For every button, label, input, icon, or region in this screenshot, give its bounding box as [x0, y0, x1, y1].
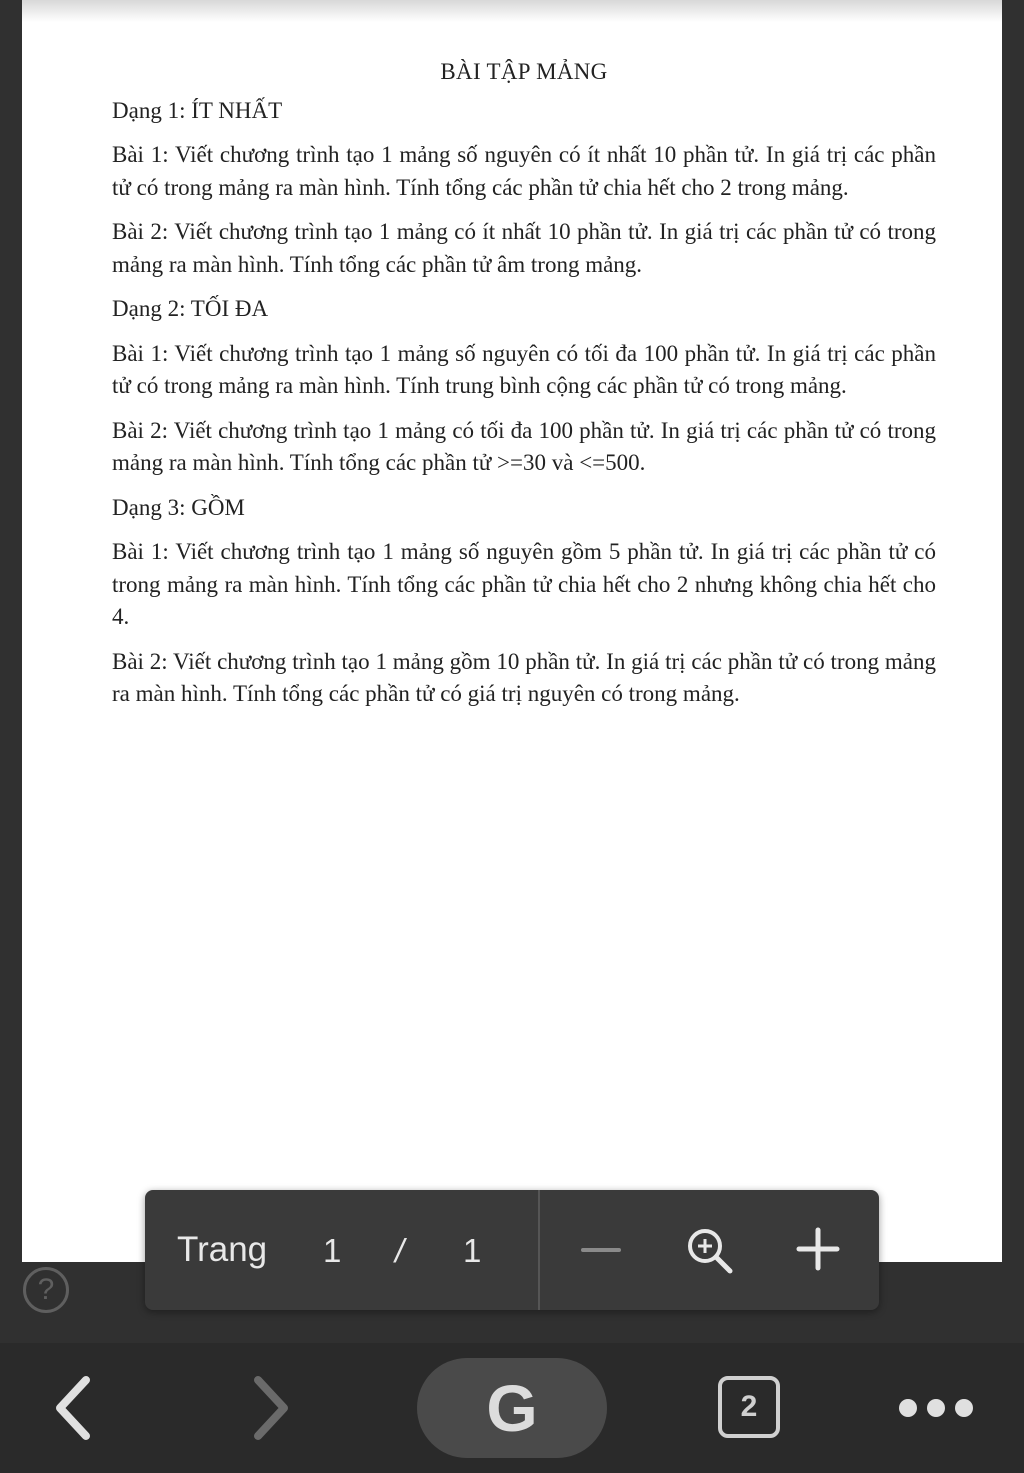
- page-label: Trang: [177, 1230, 268, 1269]
- google-g-icon: G: [486, 1371, 538, 1445]
- section-heading: Dạng 1: ÍT NHẤT: [112, 97, 283, 123]
- zoom-magnifier-icon[interactable]: [685, 1226, 735, 1276]
- chevron-left-icon[interactable]: [50, 1374, 94, 1442]
- chevron-right-icon[interactable]: [250, 1374, 294, 1442]
- exercise-text: Bài 2: Viết chương trình tạo 1 mảng có ít nhất 10 phần tử. In giá trị các phần tử có trong mảng ra màn hình. Tính tổng các phần tử âm trong mảng.: [112, 219, 936, 277]
- document-content: [112, 56, 936, 723]
- exercise-text: Bài 1: Viết chương trình tạo 1 mảng số nguyên có tối đa 100 phần tử. In giá trị các phần tử có trong mảng ra màn hình. Tính trung bình cộng các phần tử có trong mảng.: [112, 340, 936, 398]
- page-zoom-toolbar: [145, 1190, 879, 1310]
- current-page-number[interactable]: 1: [323, 1232, 342, 1269]
- exercise-text: Bài 1: Viết chương trình tạo 1 mảng số nguyên gồm 5 phần tử. In giá trị các phần tử có trong mảng ra màn hình. Tính tổng các phần tử chia hết cho 2 nhưng không chia hết cho 4.: [112, 539, 936, 629]
- page-top-shade: [22, 0, 1002, 22]
- total-pages: 1: [463, 1232, 482, 1269]
- toolbar-divider: [538, 1190, 540, 1310]
- help-button[interactable]: ?: [23, 1267, 69, 1313]
- more-horizontal-icon[interactable]: [896, 1396, 976, 1420]
- zoom-out-button[interactable]: [581, 1248, 621, 1252]
- zoom-in-button[interactable]: [795, 1226, 841, 1272]
- section-heading: Dạng 2: TỐI ĐA: [112, 296, 269, 321]
- exercise-text: Bài 2: Viết chương trình tạo 1 mảng gồm 10 phần tử. In giá trị các phần tử có trong mảng ra màn hình. Tính tổng các phần tử có giá trị nguyên có trong mảng.: [112, 648, 936, 706]
- exercise-text: Bài 1: Viết chương trình tạo 1 mảng số nguyên có ít nhất 10 phần tử. In giá trị các phần tử có trong mảng ra màn hình. Tính tổng các phần tử chia hết cho 2 trong mảng.: [112, 142, 936, 200]
- tab-switcher-button[interactable]: 2: [718, 1376, 780, 1438]
- google-search-button[interactable]: [417, 1358, 607, 1458]
- exercise-text: Bài 2: Viết chương trình tạo 1 mảng có tối đa 100 phần tử. In giá trị các phần tử có trong mảng ra màn hình. Tính tổng các phần tử >=30 và <=500.: [112, 417, 936, 475]
- document-title: BÀI TẬP MẢNG: [440, 59, 608, 84]
- section-heading: Dạng 3: GỒM: [112, 494, 245, 520]
- page-separator: /: [395, 1232, 405, 1269]
- document-page: [22, 0, 1002, 1262]
